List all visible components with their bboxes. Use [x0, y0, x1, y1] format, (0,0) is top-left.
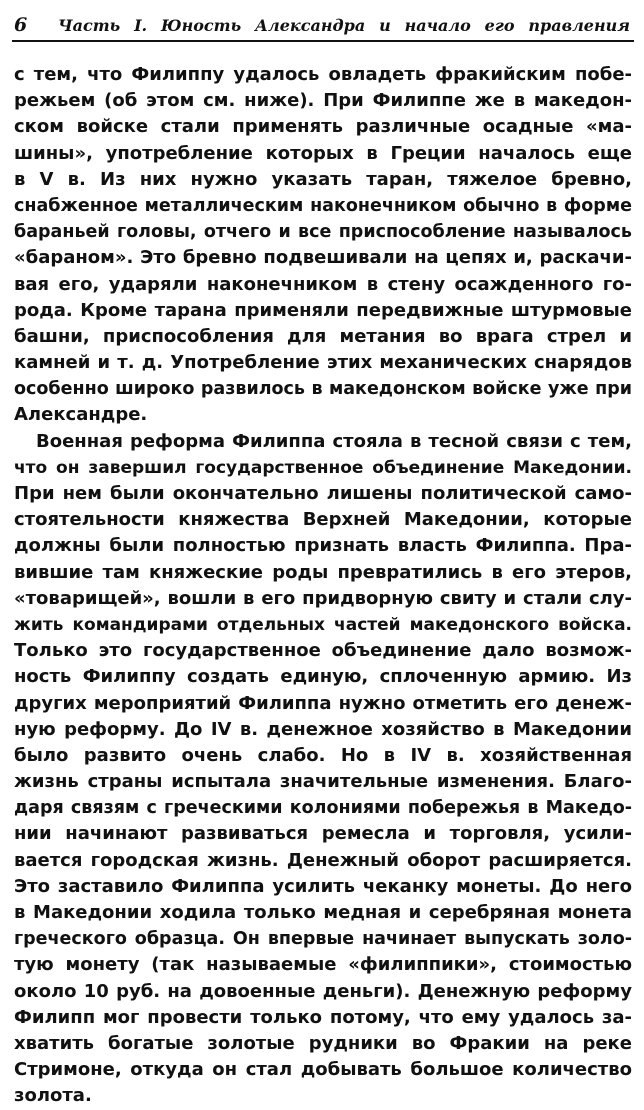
text-line: около 10 руб. на довоенные деньги). Денежную реформу — [14, 980, 632, 1002]
text-line: ском войске стали применять различные осадные «ма- — [14, 116, 632, 138]
text-line: хватить богатые золотые рудники во Фракии на реке — [14, 1032, 632, 1054]
text-line: бараньей головы, отчего и все приспособление называлось — [14, 222, 632, 243]
text-line: Александре. — [14, 404, 148, 426]
paragraph — [14, 429, 632, 1110]
text-line: шины», употребление которых в Греции началось еще — [14, 142, 632, 164]
text-line: нии начинают развиваться ремесла и торговля, усили- — [14, 823, 632, 845]
body-text — [14, 62, 632, 1110]
text-line: должны были полностью признать власть Филиппа. Пра- — [14, 535, 632, 557]
text-line: даря связям с греческими колониями побережья в Македо- — [14, 798, 632, 819]
page-number: 6 — [14, 14, 28, 36]
text-line: режьем (об этом см. ниже). При Филиппе же в македон- — [14, 90, 632, 112]
text-line: вается городская жизнь. Денежный оборот расширяется. — [14, 849, 632, 871]
text-line: золота. — [14, 1085, 92, 1107]
text-line: с тем, что Филиппу удалось овладеть фракийским побе- — [14, 64, 632, 85]
text-line: вая его, ударяли наконечником в стену осажденного го- — [14, 273, 632, 295]
text-line: греческого образца. Он впервые начинает выпускать золо- — [14, 929, 632, 950]
text-line: «бараном». Это бревно подвешивали на цепях и, раскачи- — [14, 247, 632, 269]
text-line: «товарищей», вошли в его придворную свиту и стали слу- — [14, 587, 632, 609]
text-line: других мероприятий Филиппа нужно отметить его денеж- — [14, 692, 632, 714]
text-line: рода. Кроме тарана применяли передвижные штурмовые — [14, 299, 632, 321]
text-line: камней и т. д. Употребление этих механических снарядов — [14, 352, 632, 374]
text-line: Филипп мог провести только потому, что ему удалось за- — [14, 1006, 632, 1028]
text-line: было развито очень слабо. Но в IV в. хозяйственная — [14, 744, 632, 766]
text-line: тую монету (так называемые «филиппики», стоимостью — [14, 954, 632, 976]
running-title: Часть I. Юность Александра и начало его правления — [58, 16, 630, 35]
text-line: Военная реформа Филиппа стояла в тесной связи с тем, — [36, 430, 632, 452]
text-line: ную реформу. До IV в. денежное хозяйство в Македонии — [14, 718, 632, 740]
paragraph — [14, 62, 632, 429]
text-line: стоятельности княжества Верхней Македонии, которые — [14, 509, 632, 531]
text-line: вившие там княжеские роды превратились в его этеров, — [14, 561, 632, 583]
text-line: жить командирами отдельных частей македонского войска. — [14, 614, 632, 635]
text-line: Это заставило Филиппа усилить чеканку монеты. До него — [14, 875, 632, 897]
text-line: Только это государственное объединение дало возмож- — [14, 640, 632, 662]
text-line: жизнь страны испытала значительные изменения. Благо- — [14, 771, 632, 793]
text-line: ность Филиппу создать единую, сплоченную армию. Из — [14, 666, 632, 688]
text-line: в V в. Из них нужно указать таран, тяжелое бревно, — [14, 168, 632, 190]
text-line: особенно широко развилось в македонском войске уже при — [14, 379, 632, 400]
text-line: в Македонии ходила только медная и серебряная монета — [14, 902, 632, 923]
text-line: снабженное металлическим наконечником обычно в форме — [14, 195, 632, 216]
running-head — [12, 8, 634, 42]
text-line: Стримоне, откуда он стал добывать большое количество — [14, 1059, 632, 1081]
text-line: При нем были окончательно лишены политической само- — [14, 483, 632, 504]
text-line: башни, приспособления для метания во врага стрел и — [14, 325, 632, 347]
text-line: что он завершил государственное объединение Македонии. — [14, 457, 632, 478]
